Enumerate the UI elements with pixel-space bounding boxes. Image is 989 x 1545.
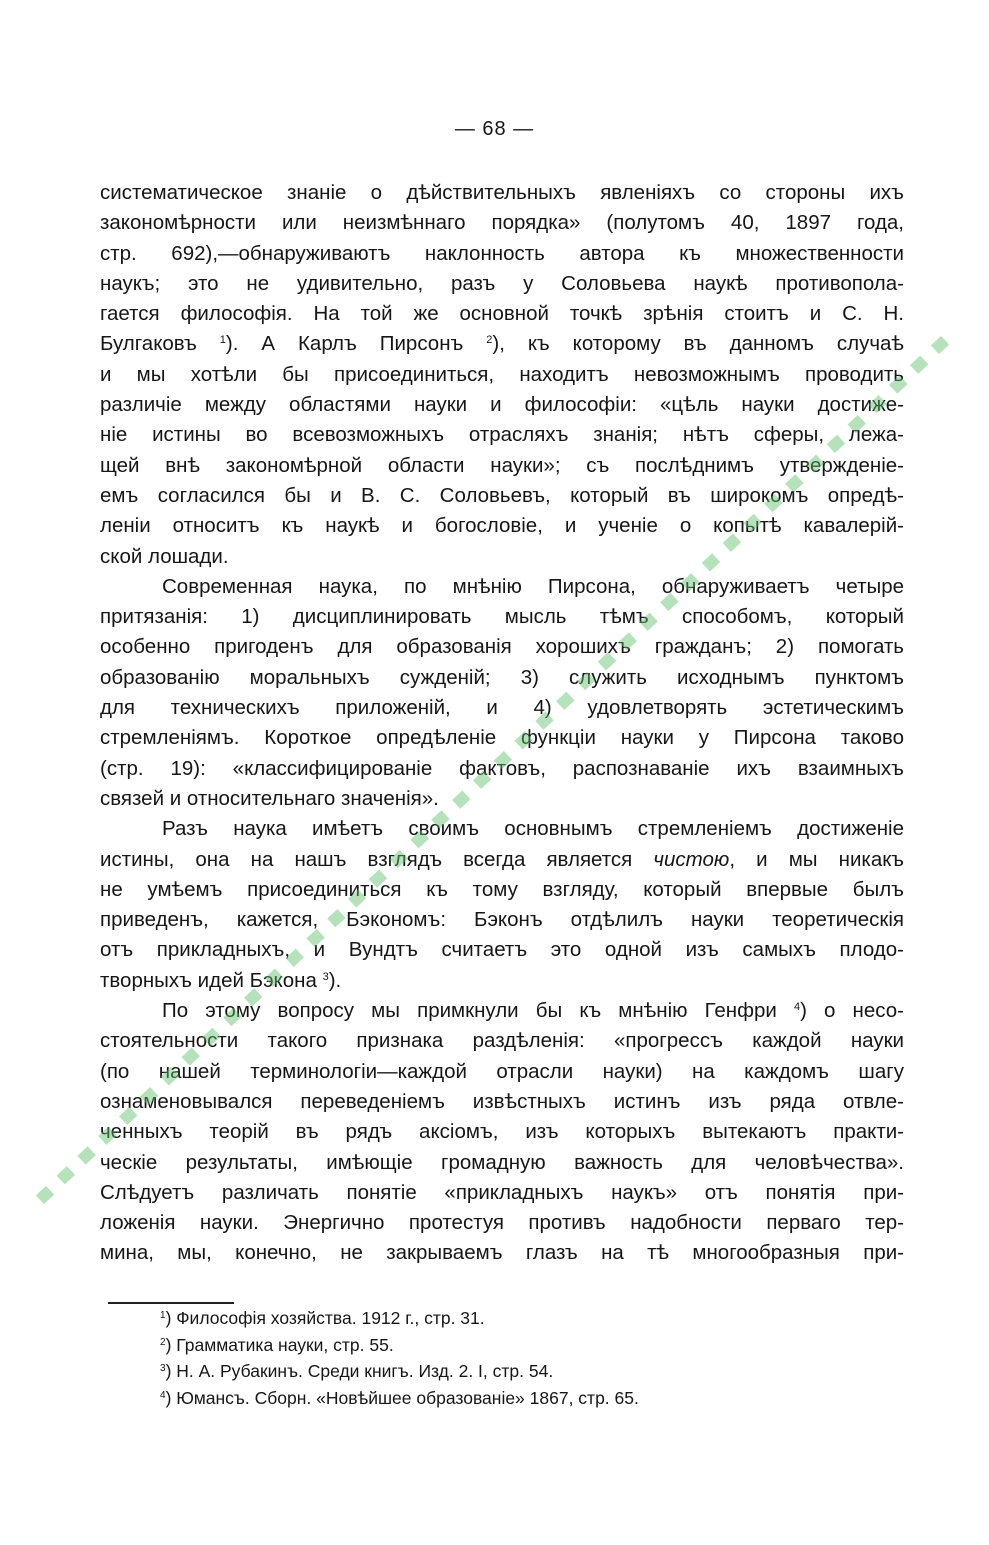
text-line: закономѣрности или неизмѣннаго порядка» (полутомъ 40, 1897 года, xyxy=(100,211,904,235)
body-text xyxy=(100,178,904,1269)
text-segment: ). А Карлъ Пирсонъ xyxy=(225,332,487,356)
text-line: мина, мы, конечно, не закрываемъ глазъ на тѣ многообразныя при- xyxy=(100,1241,904,1265)
text-line: образованію моральныхъ сужденій; 3) служить исходнымъ пунктомъ xyxy=(100,665,904,689)
text-line: приведенъ, кажется, Бэкономъ: Бэконъ отдѣлилъ науки теоретическія xyxy=(100,908,904,932)
watermark-block xyxy=(57,1166,75,1184)
text-line: ніе истины во всевозможныхъ отрасляхъ знанія; нѣтъ сферы, лежа- xyxy=(100,423,904,447)
italic-word: чистою xyxy=(653,847,730,871)
footnote xyxy=(160,1385,639,1412)
footnote-divider xyxy=(108,1302,234,1304)
text-line: гается философія. На той же основной точкѣ зрѣнія стоитъ и С. Н. xyxy=(100,302,904,326)
text-line: Разъ наука имѣетъ своимъ основнымъ стремленіемъ достиженіе xyxy=(162,817,904,841)
text-line: (по нашей терминологіи—каждой отрасли науки) на каждомъ шагу xyxy=(100,1059,904,1083)
text-segment: истины, она на нашъ взглядъ всегда является xyxy=(100,847,654,871)
footnote-mark: 1 xyxy=(160,1310,166,1321)
footnote xyxy=(160,1305,639,1332)
footnote-text: ) Юмансъ. Сборн. «Новѣйшее образованіе» 1867, стр. 65. xyxy=(165,1387,639,1408)
footnote-text: ) Грамматика науки, стр. 55. xyxy=(165,1334,394,1355)
text-line: (стр. 19): «классифицированіе фактовъ, распознаваніе ихъ взаимныхъ xyxy=(100,756,904,780)
text-line: ченныхъ теорій въ рядъ аксіомъ, изъ которыхъ вытекаютъ практи- xyxy=(100,1120,904,1144)
text-line: ложенія науки. Энергично протестуя противъ надобности перваго тер- xyxy=(100,1211,904,1235)
text-line: различіе между областями науки и философіи: «цѣль науки достиже- xyxy=(100,393,904,417)
page-number: — 68 — xyxy=(454,118,535,140)
text-line: особенно пригоденъ для образованія хорошихъ гражданъ; 2) помогать xyxy=(100,635,904,659)
text-line: для техническихъ приложеній, и 4) удовлетворять эстетическимъ xyxy=(100,696,904,720)
footnote-ref: 2 xyxy=(486,334,493,347)
text-segment: По этому вопросу мы примкнули бы къ мнѣнію Генфри xyxy=(162,999,794,1023)
text-line xyxy=(100,329,904,359)
watermark-block xyxy=(910,356,928,374)
text-line xyxy=(100,845,904,875)
text-line: ской лошади. xyxy=(100,544,229,568)
footnote-ref: 3 xyxy=(322,970,329,983)
text-line: и мы хотѣли бы присоединиться, находитъ невозможнымъ проводить xyxy=(100,362,904,386)
text-line: стр. 692),—обнаруживаютъ наклонность автора къ множественности xyxy=(100,241,904,265)
text-segment: Булгаковъ xyxy=(100,332,220,356)
footnotes xyxy=(160,1305,639,1411)
watermark-block xyxy=(36,1186,54,1204)
text-line: леніи относитъ къ наукѣ и богословіе, и ученіе о копытѣ кавалерій- xyxy=(100,514,904,538)
text-line xyxy=(100,966,904,996)
footnote-mark: 3 xyxy=(160,1363,166,1374)
footnote xyxy=(160,1332,639,1359)
text-segment: творныхъ идей Бэкона xyxy=(100,968,323,992)
footnote xyxy=(160,1358,639,1385)
text-line: наукъ; это не удивительно, разъ у Соловьева наукѣ противопола- xyxy=(100,271,904,295)
text-line: систематическое знаніе о дѣйствительныхъ явленіяхъ со стороны ихъ xyxy=(100,181,904,204)
text-segment: , и мы никакъ xyxy=(729,847,904,871)
text-line: стремленіямъ. Короткое опредѣленіе функціи науки у Пирсона таково xyxy=(100,726,904,750)
text-segment: ), къ которому въ данномъ случаѣ xyxy=(492,332,904,356)
footnote-ref: 4 xyxy=(793,1001,801,1014)
text-line: ческіе результаты, имѣющіе громадную важность для человѣчества». xyxy=(100,1150,904,1174)
text-segment: ). xyxy=(328,968,342,992)
watermark-block xyxy=(77,1146,95,1164)
footnote-text: ) Н. А. Рубакинъ. Среди книгъ. Изд. 2. I, стр. 54. xyxy=(165,1361,554,1381)
text-line: ознаменовывался переведеніемъ извѣстныхъ истинъ изъ ряда отвле- xyxy=(100,1089,904,1113)
watermark-block xyxy=(931,336,949,354)
text-line: стоятельности такого признака раздѣленія: «прогрессъ каждой науки xyxy=(100,1029,904,1053)
text-line: Современная наука, по мнѣнію Пирсона, обнаруживаетъ четыре xyxy=(162,574,904,598)
text-line: отъ прикладныхъ, и Вундтъ считаетъ это одной изъ самыхъ плодо- xyxy=(100,938,904,962)
footnote-mark: 2 xyxy=(160,1336,166,1348)
text-line: Слѣдуетъ различать понятіе «прикладныхъ наукъ» отъ понятія при- xyxy=(100,1180,904,1204)
text-line: емъ согласился бы и В. С. Соловьевъ, который въ широкомъ опредѣ- xyxy=(100,483,904,507)
footnote-text: ) Философія хозяйства. 1912 г., стр. 31. xyxy=(165,1308,485,1328)
footnote-mark: 4 xyxy=(160,1389,166,1401)
text-line: притязанія: 1) дисциплинировать мысль тѣмъ способомъ, который xyxy=(100,605,904,629)
text-line xyxy=(100,996,904,1026)
text-line: связей и относительнаго значенія». xyxy=(100,786,439,810)
text-line: щей внѣ закономѣрной области науки»; съ послѣднимъ утвержденіе- xyxy=(100,453,904,477)
text-segment: ) о несо- xyxy=(800,999,904,1023)
text-line: не умѣемъ присоединиться къ тому взгляду, который впервые былъ xyxy=(100,877,904,901)
footnote-ref: 1 xyxy=(219,334,226,347)
